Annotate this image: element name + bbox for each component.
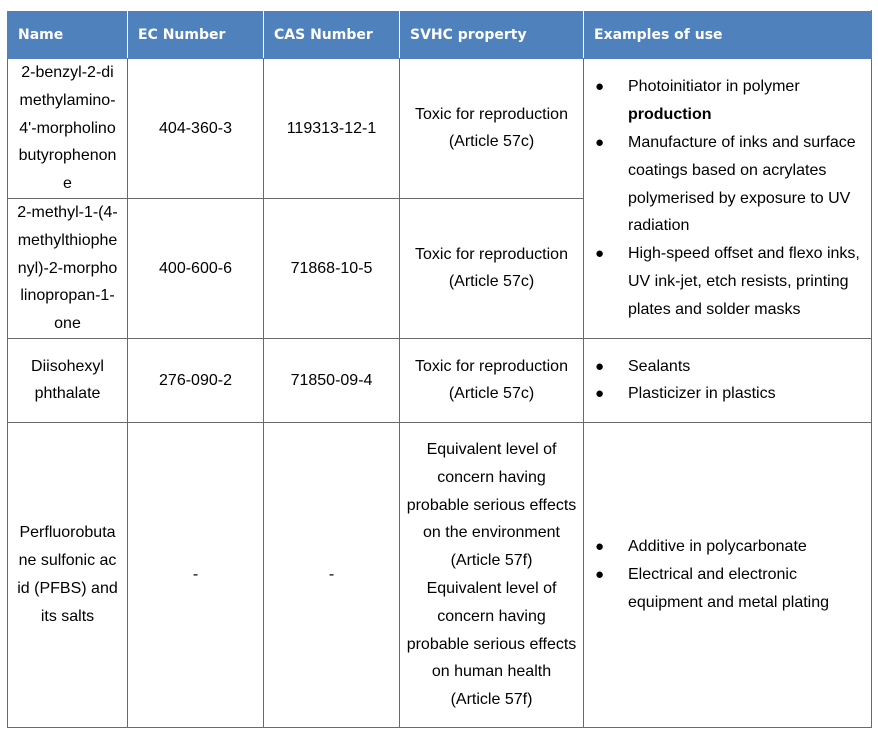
cell-name: 2-methyl-1-(4-methylthiophenyl)-2-morpholinopropan-1-one [8,198,128,338]
bullet-icon: ● [595,566,605,584]
table-row [8,59,872,199]
cell-name: Diisohexyl phthalate [8,338,128,422]
uses-list [592,73,861,323]
cell-ec-number: 404-360-3 [128,59,264,199]
uses-list [592,533,861,616]
cell-svhc-property: Toxic for reproduction (Article 57c) [400,198,584,338]
use-text: Electrical and electronic equipment and metal plating [628,566,830,611]
table-row [8,422,872,727]
use-text: Sealants [628,357,691,375]
use-text: Manufacture of inks and surface coatings based on acrylates polymerised by exposure to UV radiation [628,134,856,235]
use-text-bold: production [628,106,712,124]
header-ec-number: EC Number [128,11,264,59]
table-row [8,338,872,422]
header-name: Name [8,11,128,59]
cell-svhc-property: Toxic for reproduction (Article 57c) [400,338,584,422]
bullet-icon: ● [595,385,605,403]
list-item [592,73,861,129]
cell-svhc-property: Toxic for reproduction (Article 57c) [400,59,584,199]
bullet-icon: ● [595,538,605,556]
cell-examples-of-use [584,338,872,422]
uses-list [592,353,861,409]
cell-cas-number: 71850-09-4 [264,338,400,422]
cell-cas-number: - [264,422,400,727]
use-text: High-speed offset and flexo inks, UV ink-jet, etch resists, printing plates and solder masks [628,245,860,318]
bullet-icon: ● [595,357,605,375]
use-text: Additive in polycarbonate [628,538,807,556]
header-svhc-property: SVHC property [400,11,584,59]
cell-name: Perfluorobutane sulfonic acid (PFBS) and its salts [8,422,128,727]
list-item [592,533,861,561]
property-text: Equivalent level of concern having probable serious effects on the environment (Article 57f) [406,441,577,570]
cell-name: 2-benzyl-2-dimethylamino-4'-morpholinobutyrophenone [8,59,128,199]
use-text: Photoinitiator in polymer [628,78,800,96]
list-item [592,380,861,408]
cell-examples-of-use [584,59,872,339]
header-cas-number: CAS Number [264,11,400,59]
list-item [592,353,861,381]
bullet-icon: ● [595,245,605,263]
list-item [592,129,861,240]
cell-svhc-property [400,422,584,727]
cell-ec-number: 400-600-6 [128,198,264,338]
list-item [592,240,861,323]
list-item [592,561,861,617]
property-text: Equivalent level of concern having probable serious effects on human health (Article 57f) [406,579,577,709]
bullet-icon: ● [595,134,605,151]
cell-ec-number: - [128,422,264,727]
cell-examples-of-use [584,422,872,727]
cell-cas-number: 119313-12-1 [264,59,400,199]
header-examples-of-use: Examples of use [584,11,872,59]
header-row [8,11,872,59]
bullet-icon: ● [595,78,605,96]
use-text: Plasticizer in plastics [628,385,776,403]
cell-cas-number: 71868-10-5 [264,198,400,338]
cell-ec-number: 276-090-2 [128,338,264,422]
svhc-table [7,10,872,728]
